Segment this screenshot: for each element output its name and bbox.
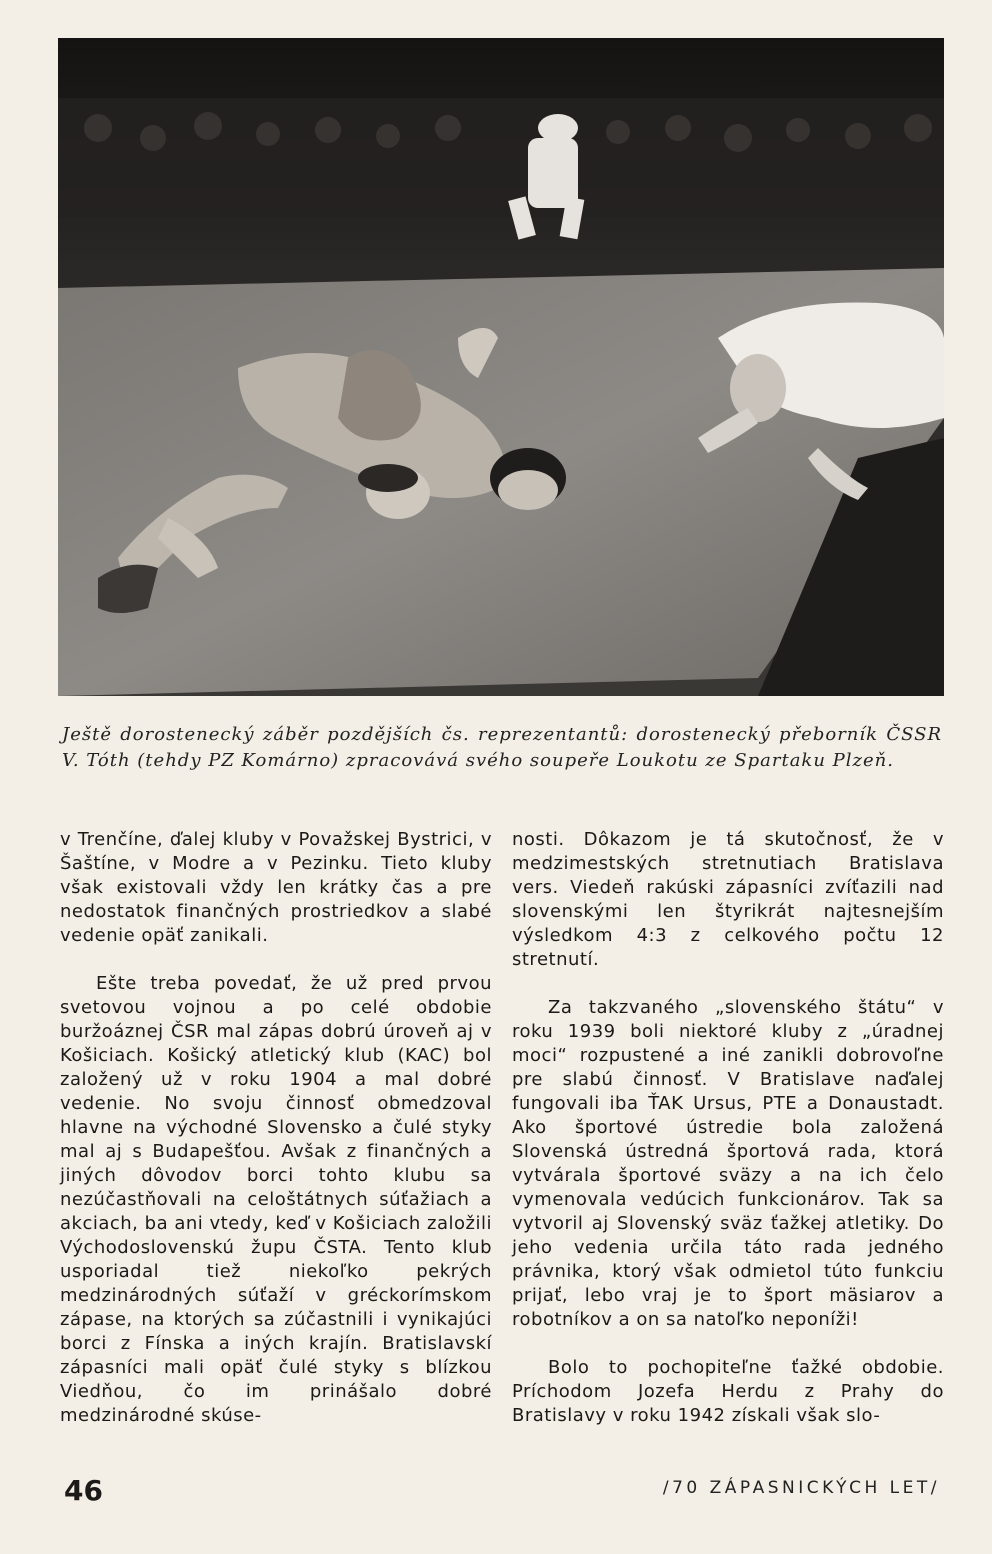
photo-caption: Ještě dorostenecký záběr pozdějších čs. reprezentantů: dorostenecký přeborník ČSSR V. Tóth (tehdy PZ Komárno) zpracovává svého soupeře Loukotu ze Spartaku Plzeň. <box>62 724 942 771</box>
running-footer: /70 ZÁPASNICKÝCH LET/ <box>662 1478 940 1498</box>
paragraph: nosti. Dôkazom je tá skutočnosť, že v medzimestských stretnutiach Bratislava vers. Viedeň rakúski zápasníci zvíťazili nad slovenskými len štyrikrát najtesnejším výsledkom 4:3 z celkového počtu 12 stretnutí. <box>512 829 944 970</box>
paragraph: Bolo to pochopiteľne ťažké obdobie. Príchodom Jozefa Herdu z Prahy do Bratislavy v roku 1942 získali však slo- <box>512 1357 944 1426</box>
wrestling-photo <box>58 38 944 696</box>
paragraph: Ešte treba povedať, že už pred prvou svetovou vojnou a po celé obdobie buržoáznej ČSR mal zápas dobrú úroveň aj v Košiciach. Košický atletický klub (KAC) bol založený už v roku 1904 a mal dobré vedenie. No svoju činnosť obmedzoval hlavne na východné Slovensko a čulé styky mal aj s Budapešťou. Avšak z finančných a jiných dôvodov borci tohto klubu sa nezúčastňovali na celoštátnych súťažiach a akciach, ba ani vtedy, keď v Košiciach založili Východoslovenskú župu ČSTA. Tento klub usporiadal tiež niekoľko pekrých medzinárodných súťaží v gréckorímskom zápase, na ktorých sa zúčastnili i vynikajúci borci z Fínska a iných krajín. Bratislavskí zápasníci mali opäť čulé styky s blízkou Viedňou, čo im prinášalo dobré medzinárodné skúse- <box>60 973 492 1426</box>
paragraph: Za takzvaného „slovenského štátu“ v roku 1939 boli niektoré kluby z „úradnej moci“ rozpustené a iné zanikli dobrovoľne pre slabú činnosť. V Bratislave naďalej fungovali iba ŤAK Ursus, PTE a Donaustadt. Ako športové ústredie bola založená Slovenská ústredná športová rada, ktorá vytvárala športové sväzy a na ich čelo vymenovala vedúcich funkcionárov. Tak sa vytvoril aj Slovenský sväz ťažkej atletiky. Do jeho vedenia určila táto rada jedného právnika, ktorý však odmietol túto funkciu prijať, lebo vraj je to šport mäsiarov a robotníkov a on sa natoľko neponíži! <box>512 997 944 1330</box>
paragraph: v Trenčíne, ďalej kluby v Považskej Bystrici, v Šaštíne, v Modre a v Pezinku. Tieto kluby však existovali vždy len krátky čas a pre nedostatok finančných prostriedkov a slabé vedenie opäť zanikali. <box>60 829 492 946</box>
right-column <box>512 828 944 1428</box>
page-number: 46 <box>64 1474 103 1507</box>
left-column <box>60 828 492 1428</box>
